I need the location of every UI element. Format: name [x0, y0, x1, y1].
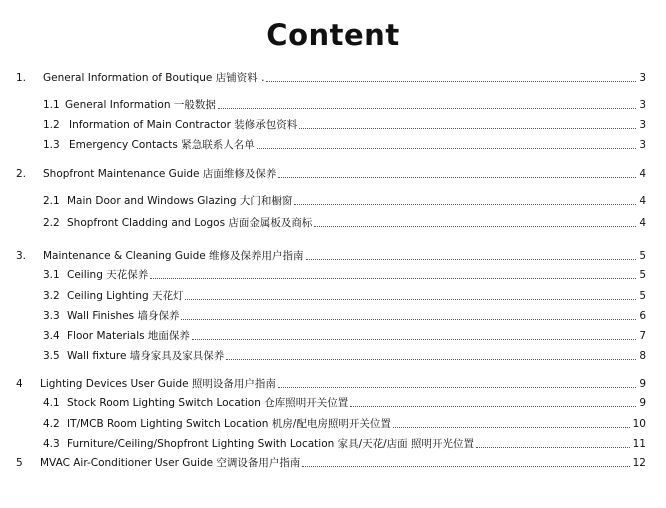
toc-entry-1-1	[0, 97, 666, 113]
toc-page-number: 3	[639, 119, 646, 131]
toc-label	[67, 267, 636, 283]
toc-entry-3-1	[0, 267, 666, 283]
toc-entry-4	[0, 376, 666, 392]
toc-entry-4-1	[0, 395, 666, 411]
toc-page-number: 9	[639, 397, 646, 409]
toc-entry-2-2	[0, 215, 666, 231]
toc-label	[43, 166, 636, 182]
toc-page-number: 4	[639, 217, 646, 229]
toc-page-number: 3	[639, 139, 646, 151]
toc-number: 3.	[16, 250, 27, 262]
toc-entry-2-1	[0, 193, 666, 209]
toc-entry-3-5	[0, 348, 666, 364]
leader-dots	[192, 328, 636, 340]
leader-dots	[294, 193, 636, 205]
toc-label	[40, 376, 636, 392]
toc-text: Ceiling 天花保养	[67, 269, 149, 281]
toc-page-number: 6	[639, 310, 646, 322]
toc-label	[65, 97, 636, 113]
toc-entry-1-3	[0, 137, 666, 153]
toc-label	[69, 117, 636, 133]
leader-dots	[476, 436, 630, 448]
toc-label	[67, 395, 636, 411]
toc-label	[67, 193, 636, 209]
toc-page-number: 10	[632, 418, 646, 430]
leader-dots	[299, 117, 636, 129]
leader-dots	[278, 376, 636, 388]
toc-page-number: 4	[639, 195, 646, 207]
leader-dots	[350, 395, 636, 407]
toc-text: Maintenance & Cleaning Guide 维修及保养用户指南	[43, 250, 304, 262]
leader-dots	[150, 267, 636, 279]
toc-entry-4-3	[0, 436, 666, 452]
toc-number: 4.2	[43, 418, 60, 430]
toc-page-number: 5	[639, 250, 646, 262]
toc-page-number: 9	[639, 378, 646, 390]
toc-label	[67, 348, 636, 364]
toc-text: General Information of Boutique 店铺资料 .	[43, 72, 265, 84]
toc-text: MVAC Air-Conditioner User Guide 空调设备用户指南	[40, 457, 301, 469]
toc-number: 3.2	[43, 290, 60, 302]
toc-number: 1.	[16, 72, 27, 84]
toc-text: Wall fixture 墙身家具及家具保养	[67, 350, 225, 362]
toc-text: Floor Materials 地面保养	[67, 330, 190, 342]
toc-page-number: 3	[639, 72, 646, 84]
toc-page-number: 12	[632, 457, 646, 469]
toc-entry-2	[0, 166, 666, 182]
leader-dots	[266, 70, 636, 82]
toc-text: Shopfront Maintenance Guide 店面维修及保养	[43, 168, 277, 180]
toc-label	[43, 248, 636, 264]
toc-number: 1.2	[43, 119, 60, 131]
toc-entry-4-2	[0, 416, 666, 432]
toc-label	[67, 436, 630, 452]
leader-dots	[257, 137, 636, 149]
toc-text: Stock Room Lighting Switch Location 仓库照明开关位置	[67, 397, 349, 409]
leader-dots	[302, 455, 630, 467]
toc-text: Shopfront Cladding and Logos 店面金属板及商标	[67, 217, 313, 229]
toc-label	[67, 416, 630, 432]
toc-label	[43, 70, 636, 86]
toc-label	[67, 288, 636, 304]
toc-text: Information of Main Contractor 装修承包资料	[69, 119, 298, 131]
toc-text: Wall Finishes 墙身保养	[67, 310, 180, 322]
toc-text: General Information 一般数据	[65, 99, 216, 111]
toc-page-number: 4	[639, 168, 646, 180]
toc-number: 3.4	[43, 330, 60, 342]
toc-number: 4	[16, 378, 23, 390]
toc-page-number: 7	[639, 330, 646, 342]
toc-label	[69, 137, 636, 153]
toc-number: 2.2	[43, 217, 60, 229]
toc-page-number: 5	[639, 290, 646, 302]
toc-text: Furniture/Ceiling/Shopfront Lighting Swith Location 家具/天花/店面 照明开光位置	[67, 438, 475, 450]
toc-number: 2.1	[43, 195, 60, 207]
leader-dots	[181, 308, 636, 320]
toc-number: 4.3	[43, 438, 60, 450]
toc-page-number: 11	[632, 438, 646, 450]
toc-text: Emergency Contacts 紧急联系人名单	[69, 139, 255, 151]
toc-text: Main Door and Windows Glazing 大门和橱窗	[67, 195, 293, 207]
toc-entry-5	[0, 455, 666, 471]
toc-label	[67, 328, 636, 344]
toc-text: IT/MCB Room Lighting Switch Location 机房/配电房照明开关位置	[67, 418, 391, 430]
page-title: Content	[266, 18, 400, 52]
leader-dots	[226, 348, 636, 360]
toc-entry-3-2	[0, 288, 666, 304]
toc-label	[67, 308, 636, 324]
toc-entry-1-2	[0, 117, 666, 133]
toc-text: Ceiling Lighting 天花灯	[67, 290, 184, 302]
toc-number: 3.1	[43, 269, 60, 281]
toc-label	[40, 455, 630, 471]
toc-number: 1.3	[43, 139, 60, 151]
toc-page-number: 3	[639, 99, 646, 111]
toc-entry-3-3	[0, 308, 666, 324]
toc-page-number: 5	[639, 269, 646, 281]
toc-text: Lighting Devices User Guide 照明设备用户指南	[40, 378, 276, 390]
leader-dots	[185, 288, 636, 300]
toc-number: 3.3	[43, 310, 60, 322]
leader-dots	[218, 97, 636, 109]
toc-entry-3	[0, 248, 666, 264]
toc-number: 4.1	[43, 397, 60, 409]
leader-dots	[314, 215, 636, 227]
leader-dots	[306, 248, 636, 260]
toc-entry-3-4	[0, 328, 666, 344]
toc-page-number: 8	[639, 350, 646, 362]
toc-number: 2.	[16, 168, 27, 180]
toc-number: 3.5	[43, 350, 60, 362]
toc-number: 5	[16, 457, 23, 469]
toc-label	[67, 215, 636, 231]
toc-entry-1	[0, 70, 666, 86]
leader-dots	[393, 416, 630, 428]
toc-number: 1.1	[43, 99, 60, 111]
leader-dots	[278, 166, 636, 178]
